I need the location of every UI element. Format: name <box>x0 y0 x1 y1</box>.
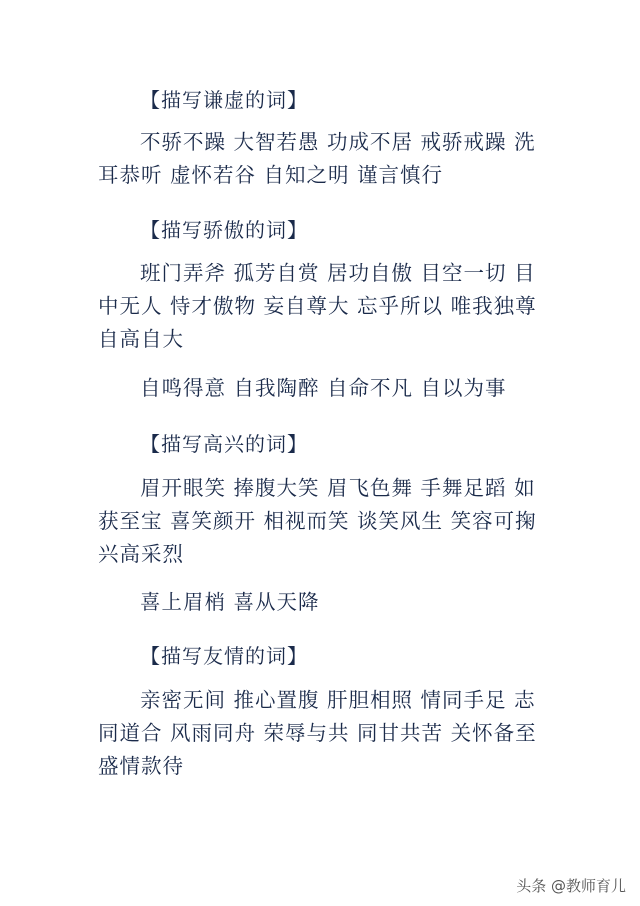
paragraph-modesty-words: 不骄不躁 大智若愚 功成不居 戒骄戒躁 洗耳恭听 虚怀若谷 自知之明 谨言慎行 <box>98 130 536 187</box>
paragraph-happiness-words: 眉开眼笑 捧腹大笑 眉飞色舞 手舞足蹈 如获至宝 喜笑颜开 相视而笑 谈笑风生 笑容可掬 兴高采烈 <box>98 476 537 566</box>
heading-modesty: 【描写谦虚的词】 <box>140 88 308 112</box>
heading-friendship: 【描写友情的词】 <box>140 644 308 668</box>
paragraph-happiness-words-2: 喜上眉梢 喜从天降 <box>140 590 320 614</box>
paragraph-arrogance-words-2: 自鸣得意 自我陶醉 自命不凡 自以为事 <box>140 376 507 400</box>
paragraph-friendship-words: 亲密无间 推心置腹 肝胆相照 情同手足 志同道合 风雨同舟 荣辱与共 同甘共苦 关怀备至 盛情款待 <box>98 688 537 778</box>
heading-happiness: 【描写高兴的词】 <box>140 432 308 456</box>
heading-arrogance: 【描写骄傲的词】 <box>140 218 308 242</box>
source-watermark: 头条 @教师育儿 <box>516 877 626 895</box>
paragraph-arrogance-words: 班门弄斧 孤芳自赏 居功自傲 目空一切 目中无人 恃才傲物 妄自尊大 忘乎所以 唯我独尊 自高自大 <box>98 261 537 351</box>
